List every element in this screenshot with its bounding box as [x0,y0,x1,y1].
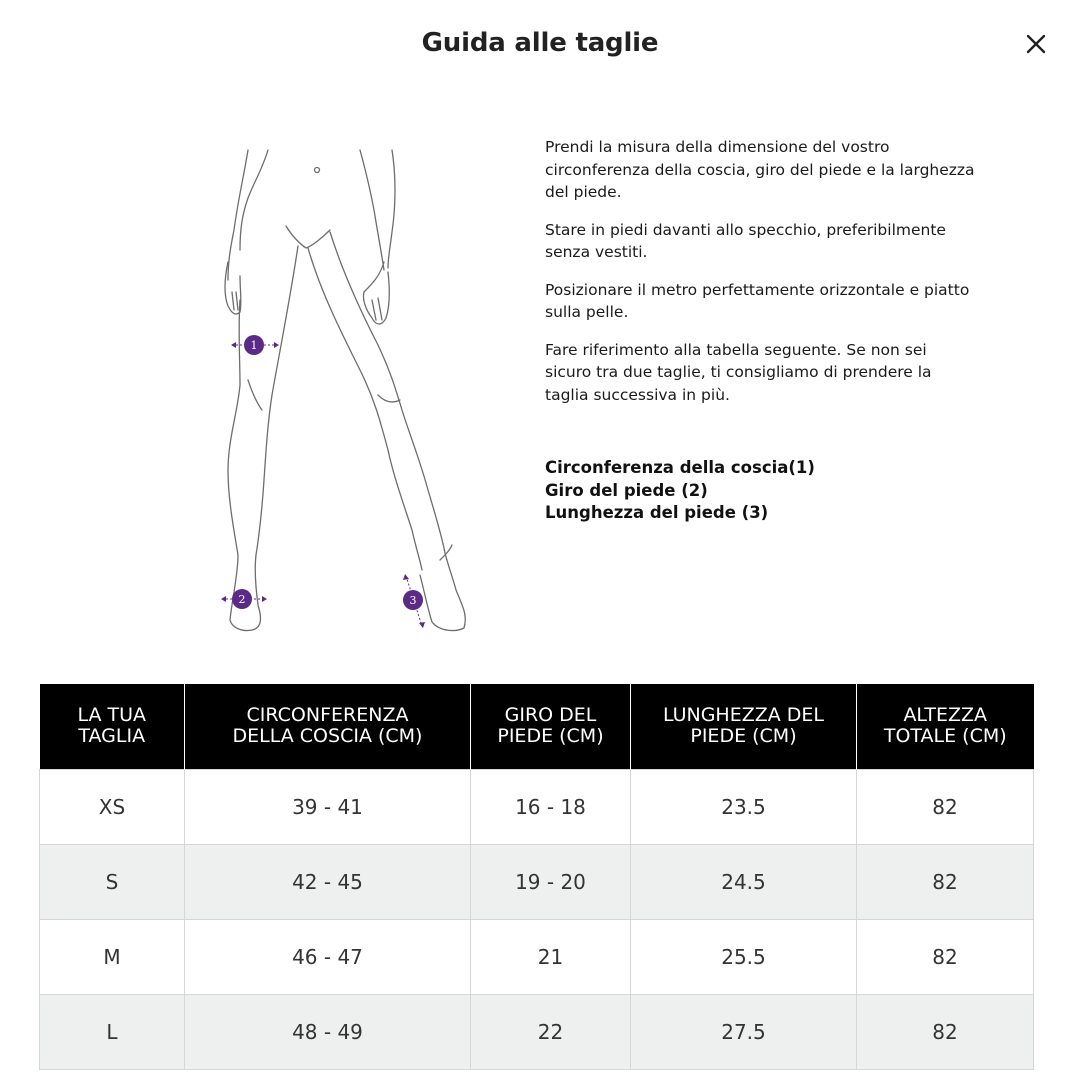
cell-foot-length: 25.5 [631,919,857,994]
cell-size: XS [40,769,185,844]
marker-foot-length [403,590,423,610]
cell-total-height: 82 [857,994,1034,1069]
cell-size: L [40,994,185,1069]
table-row [40,769,1034,844]
instruction-paragraph: Stare in piedi davanti allo specchio, preferibilmente senza vestiti. [545,220,946,261]
cell-thigh: 39 - 41 [185,769,471,844]
leg-measurement-illustration [200,100,500,650]
marker-thigh [244,335,264,355]
cell-foot-length: 27.5 [631,994,857,1069]
instruction-paragraph: Posizionare il metro perfettamente orizzontale e piatto sulla pelle. [545,280,970,321]
cell-foot-length: 24.5 [631,844,857,919]
close-icon[interactable] [1025,33,1047,55]
cell-foot-circumference: 22 [471,994,631,1069]
cell-foot-circumference: 16 - 18 [471,769,631,844]
cell-total-height: 82 [857,769,1034,844]
table-row [40,919,1034,994]
table-row [40,994,1034,1069]
table-row [40,844,1034,919]
cell-foot-circumference: 21 [471,919,631,994]
legend-item-thigh: Circonferenza della coscia(1) [545,458,815,477]
table-header-row [40,684,1034,769]
instruction-paragraph: Prendi la misura della dimensione del vostro circonferenza della coscia, giro del piede e la larghezza del piede. [545,138,975,201]
header-thigh: CIRCONFERENZA DELLA COSCIA (CM) [185,684,471,769]
cell-size: S [40,844,185,919]
header-foot-circumference: GIRO DEL PIEDE (CM) [471,684,631,769]
measurement-legend [545,457,975,525]
modal-title: Guida alle taglie [421,28,659,58]
cell-thigh: 48 - 49 [185,994,471,1069]
marker-foot-circumference-label: 2 [238,593,246,606]
cell-total-height: 82 [857,844,1034,919]
close-button[interactable] [1016,24,1056,64]
size-table [39,684,1034,1070]
cell-foot-length: 23.5 [631,769,857,844]
instruction-paragraph: Fare riferimento alla tabella seguente. Se non sei sicuro tra due taglie, ti consigliamo di prendere la taglia successiva in più. [545,340,932,404]
header-foot-length: LUNGHEZZA DEL PIEDE (CM) [631,684,857,769]
measurement-instructions [545,136,975,421]
legend-item-foot-length: Lunghezza del piede (3) [545,503,769,522]
cell-thigh: 46 - 47 [185,919,471,994]
marker-thigh-label: 1 [250,339,258,352]
header-total-height: ALTEZZA TOTALE (CM) [857,684,1034,769]
marker-foot-circumference [232,589,252,609]
cell-thigh: 42 - 45 [185,844,471,919]
header-size: LA TUA TAGLIA [40,684,185,769]
cell-foot-circumference: 19 - 20 [471,844,631,919]
marker-foot-length-label: 3 [409,594,417,607]
legend-item-foot-circumference: Giro del piede (2) [545,480,708,500]
cell-total-height: 82 [857,919,1034,994]
cell-size: M [40,919,185,994]
